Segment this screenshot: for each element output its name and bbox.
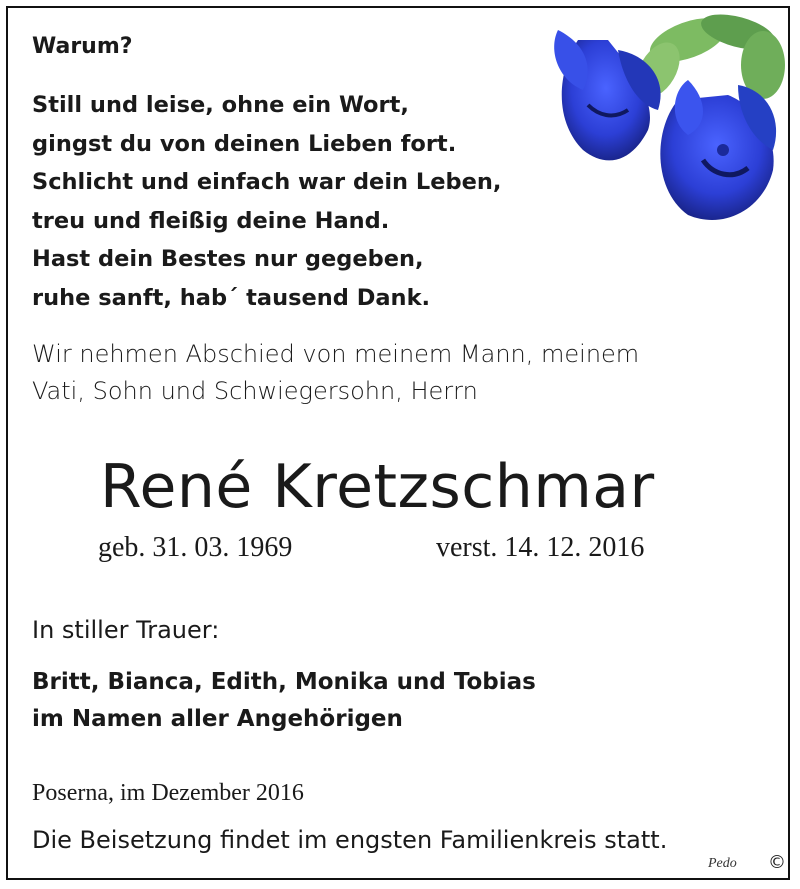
poem — [32, 86, 501, 317]
poem-line: Hast dein Bestes nur gegeben, — [32, 246, 424, 272]
deceased-name: René Kretzschmar — [100, 452, 655, 522]
poem-line: treu und fleißig deine Hand. — [32, 207, 390, 234]
birth-date: geb. 31. 03. 1969 — [98, 532, 293, 563]
poem-line: Schlicht und einfach war dein Leben, — [32, 169, 502, 195]
mourning-label: In stiller Trauer: — [32, 616, 220, 644]
poem-heading: Warum? — [32, 34, 133, 59]
burial-note: Die Beisetzung findet im engsten Familienkreis statt. — [32, 826, 668, 854]
gentian-flowers-image — [538, 10, 786, 230]
death-date: verst. 14. 12. 2016 — [436, 532, 645, 563]
mourners — [32, 664, 536, 738]
mourners-line: im Namen aller Angehörigen — [32, 706, 403, 732]
mourners-line: Britt, Bianca, Edith, Monika und Tobias — [32, 669, 536, 695]
intro-line: Wir nehmen Abschied von meinem Mann, meinem — [32, 340, 640, 368]
intro-line: Vati, Sohn und Schwiegersohn, Herrn — [32, 377, 478, 405]
place-and-date: Poserna, im Dezember 2016 — [32, 780, 304, 806]
poem-line: ruhe sanft, hab´ tausend Dank. — [32, 284, 431, 311]
image-credit: Pedo — [708, 856, 737, 871]
poem-line: Still und leise, ohne ein Wort, — [32, 92, 409, 118]
copyright-icon: © — [768, 852, 786, 873]
farewell-intro — [32, 336, 639, 410]
poem-line: gingst du von deinen Lieben fort. — [32, 130, 457, 157]
